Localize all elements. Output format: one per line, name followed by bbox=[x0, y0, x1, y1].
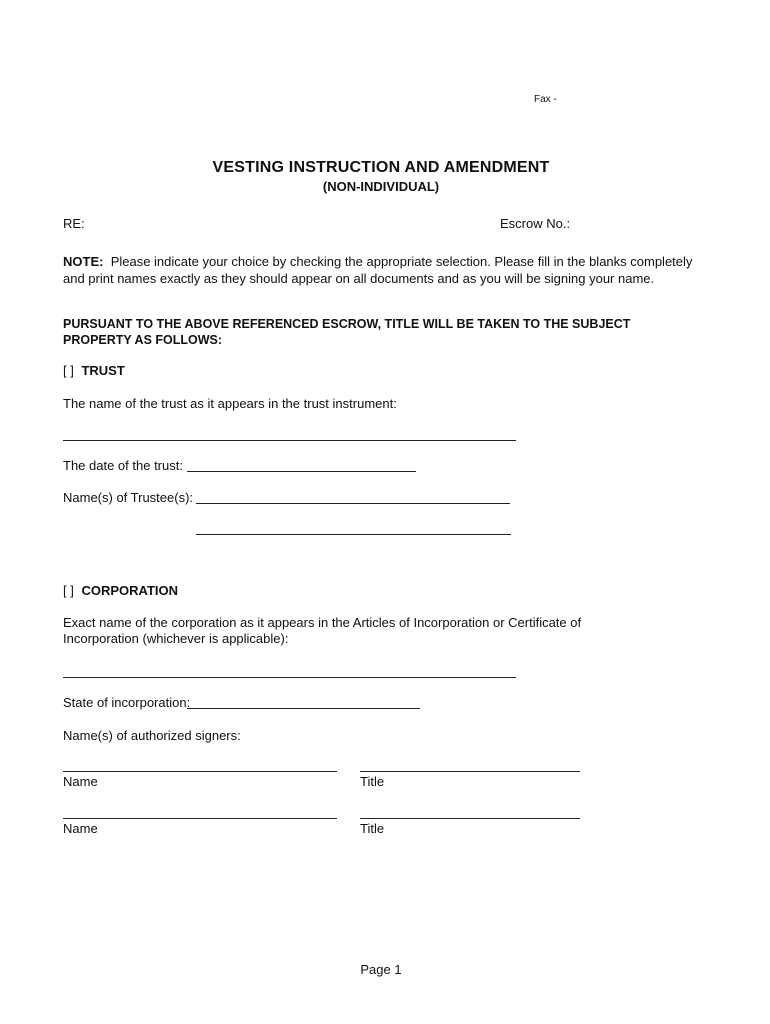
signer-2-name-label: Name bbox=[63, 821, 98, 836]
state-incorporation-label: State of incorporation: bbox=[63, 695, 191, 710]
escrow-number-label: Escrow No.: bbox=[500, 216, 571, 231]
authorized-signers-label: Name(s) of authorized signers: bbox=[63, 728, 241, 743]
signer-1-name-line[interactable] bbox=[63, 771, 337, 772]
note-paragraph bbox=[63, 253, 703, 287]
note-text: Please indicate your choice by checking the appropriate selection. Please fill in the blanks completely and print names exactly as they should appear on all documents and as you will be signing your name. bbox=[63, 254, 693, 286]
document-subtitle: (NON-INDIVIDUAL) bbox=[322, 179, 440, 194]
trust-name-line[interactable] bbox=[63, 440, 516, 441]
corporation-heading: CORPORATION bbox=[81, 583, 179, 598]
fax-label: Fax - bbox=[534, 94, 557, 105]
state-incorporation-line[interactable] bbox=[187, 708, 420, 709]
trustee-line-2[interactable] bbox=[196, 534, 511, 535]
pursuant-heading: PURSUANT TO THE ABOVE REFERENCED ESCROW, TITLE WILL BE TAKEN TO THE SUBJECT PROPERTY AS FOLLOWS: bbox=[63, 317, 631, 347]
corporation-section-header bbox=[63, 583, 178, 598]
signer-2-title-line[interactable] bbox=[360, 818, 580, 819]
page-number: Page 1 bbox=[360, 962, 402, 977]
note-label: NOTE: bbox=[63, 254, 104, 269]
signer-1-name-label: Name bbox=[63, 774, 98, 789]
trust-date-label: The date of the trust: bbox=[63, 458, 183, 473]
trust-heading: TRUST bbox=[81, 363, 125, 378]
trust-name-prompt: The name of the trust as it appears in the trust instrument: bbox=[63, 396, 397, 411]
trust-section-header bbox=[63, 363, 125, 378]
signer-1-title-line[interactable] bbox=[360, 771, 580, 772]
signer-2-title-label: Title bbox=[360, 821, 385, 836]
trustees-label: Name(s) of Trustee(s): bbox=[63, 490, 194, 505]
trust-date-line[interactable] bbox=[187, 471, 416, 472]
corporation-checkbox[interactable]: [ ] bbox=[63, 583, 74, 598]
trust-checkbox[interactable]: [ ] bbox=[63, 363, 74, 378]
signer-2-name-line[interactable] bbox=[63, 818, 337, 819]
document-title: VESTING INSTRUCTION AND AMENDMENT bbox=[212, 159, 550, 176]
trustee-line-1[interactable] bbox=[196, 503, 510, 504]
corporation-name-line[interactable] bbox=[63, 677, 516, 678]
re-label: RE: bbox=[63, 216, 85, 231]
signer-1-title-label: Title bbox=[360, 774, 385, 789]
corporation-name-prompt: Exact name of the corporation as it appears in the Articles of Incorporation or Certificate of Incorporation (whichever is applicable): bbox=[63, 615, 582, 646]
